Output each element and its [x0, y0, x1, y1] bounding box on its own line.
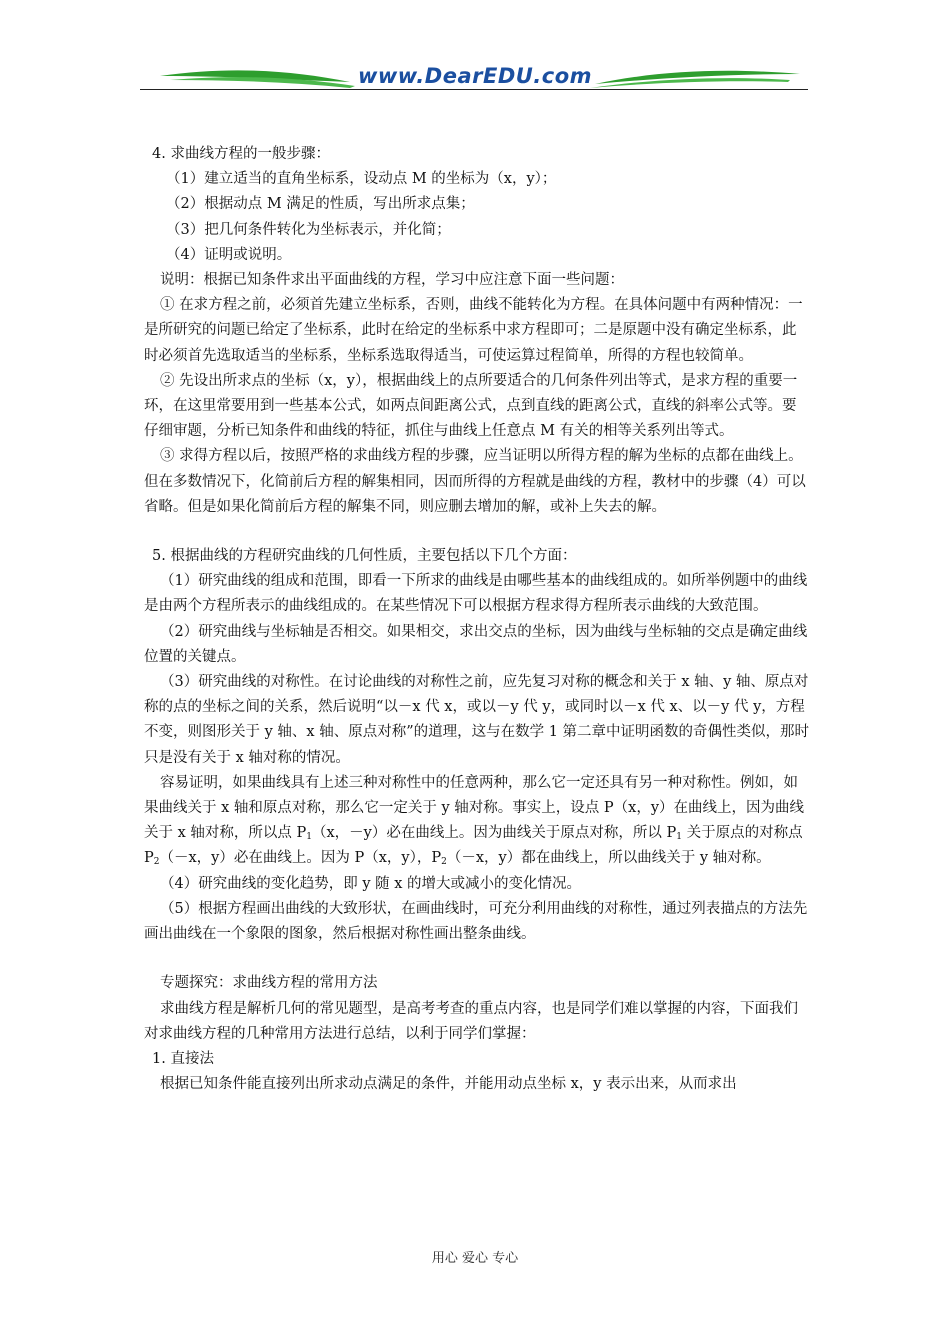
spacer	[144, 947, 810, 971]
symmetry-proof-text-c: （x，－y）必在曲线上。因为曲线关于原点对称，所以 P	[312, 825, 677, 842]
step-1: （1）建立适当的直角坐标系，设动点 M 的坐标为（x，y）；	[166, 171, 557, 188]
symmetry-proof-text-i: （－x，y）都在曲线上，所以曲线关于 y 轴对称。	[446, 850, 771, 867]
property-2: （2）研究曲线与坐标轴是否相交。如果相交，求出交点的坐标，因为曲线与坐标轴的交点是确定曲线位置的关键点。	[144, 623, 808, 665]
topic-intro: 求曲线方程是解析几何的常见题型，是高考考查的重点内容，也是同学们难以掌握的内容，下面我们对求曲线方程的几种常用方法进行总结，以利于同学们掌握：	[144, 1000, 798, 1042]
symmetry-proof-text-a: 容易证明，如果曲线具有上述三种对称性中的任意两种，那么它一定还具有另一种对称性。例如，如果曲线关于 x 轴和原点对称，那么它一定关于 y 轴对称。事实上，设点 P（x，y）在曲线上，因为曲线关于 x 轴对称，所以点 P	[144, 774, 805, 842]
note-1: ① 在求方程之前，必须首先建立坐标系，否则，曲线不能转化为方程。在具体问题中有两种情况：一是所研究的问题已给定了坐标系，此时在给定的坐标系中求方程即可；二是原题中没有确定坐标系，此时必须首先选取适当的坐标系，坐标系选取得适当，可使运算过程简单，所得的方程也较简单。	[144, 297, 803, 364]
symmetry-proof-text-g: （－x，y）必在曲线上。因为 P（x，y），P	[159, 850, 442, 867]
step-3: （3）把几何条件转化为坐标表示，并化简；	[166, 221, 451, 238]
method-1-title: 1. 直接法	[152, 1050, 214, 1067]
symmetry-proof	[144, 771, 810, 872]
document-body	[144, 142, 810, 1097]
property-3: （3）研究曲线的对称性。在讨论曲线的对称性之前，应先复习对称的概念和关于 x 轴、y 轴、原点对称的点的坐标之间的关系，然后说明“以－x 代 x，或以－y 代 y，或同时以－x 代 x、以－y 代 y，方程不变，则图形关于 y 轴、x 轴、原点对称”的道理，这与在数学 1 第二章中证明函数的奇偶性类似，那时只是没有关于 x 轴对称的情况。	[144, 674, 810, 766]
property-4: （4）研究曲线的变化趋势，即 y 随 x 的增大或减小的变化情况。	[160, 875, 582, 892]
note-3: ③ 求得方程以后，按照严格的求曲线方程的步骤，应当证明以所得方程的解为坐标的点都在曲线上。但在多数情况下，化简前后方程的解集相同，因而所得的方程就是曲线的方程，教材中的步骤（4）可以省略。但是如果化简前后方程的解集不同，则应删去增加的解，或补上失去的解。	[144, 448, 806, 515]
section-5-title: 5. 根据曲线的方程研究曲线的几何性质，主要包括以下几个方面：	[152, 548, 577, 565]
subscript-1: 1	[306, 832, 312, 843]
step-4: （4）证明或说明。	[166, 246, 292, 263]
site-logo-banner	[140, 60, 810, 96]
subscript-2: 2	[153, 857, 160, 868]
section-4-title: 4. 求曲线方程的一般步骤：	[152, 146, 330, 162]
property-1: （1）研究曲线的组成和范围，即看一下所求的曲线是由哪些基本的曲线组成的。如所举例题中的曲线是由两个方程所表示的曲线组成的。在某些情况下可以根据方程求得方程所表示曲线的大致范围。	[144, 573, 808, 615]
symmetry-proof-text-e: 关于原点的对称点 P	[144, 825, 803, 867]
page-footer: 用心 爱心 专心	[431, 1251, 519, 1266]
method-1-text: 根据已知条件能直接列出所求动点满足的条件，并能用动点坐标 x，y 表示出来，从而求出	[160, 1076, 737, 1093]
property-5: （5）根据方程画出曲线的大致形状，在画曲线时，可充分利用曲线的对称性，通过列表描点的方法先画出曲线在一个象限的图象，然后根据对称性画出整条曲线。	[144, 900, 808, 943]
subscript-1: 1	[676, 832, 682, 843]
topic-title: 专题探究：求曲线方程的常用方法	[160, 975, 378, 992]
note-2: ② 先设出所求点的坐标（x，y），根据曲线上的点所要适合的几何条件列出等式，是求方程的重要一环，在这里常要用到一些基本公式，如两点间距离公式，点到直线的距离公式，直线的斜率公式等。要仔细审题，分析已知条件和曲线的特征，抓住与曲线上任意点 M 有关的相等关系列出等式。	[144, 372, 798, 440]
site-logo-text: www.DearEDU.com	[357, 64, 593, 88]
spacer	[144, 520, 810, 544]
step-2: （2）根据动点 M 满足的性质，写出所求点集；	[166, 196, 475, 213]
header-divider	[140, 89, 808, 90]
subscript-2: 2	[441, 857, 447, 868]
note-intro: 说明：根据已知条件求出平面曲线的方程，学习中应注意下面一些问题：	[160, 272, 624, 289]
